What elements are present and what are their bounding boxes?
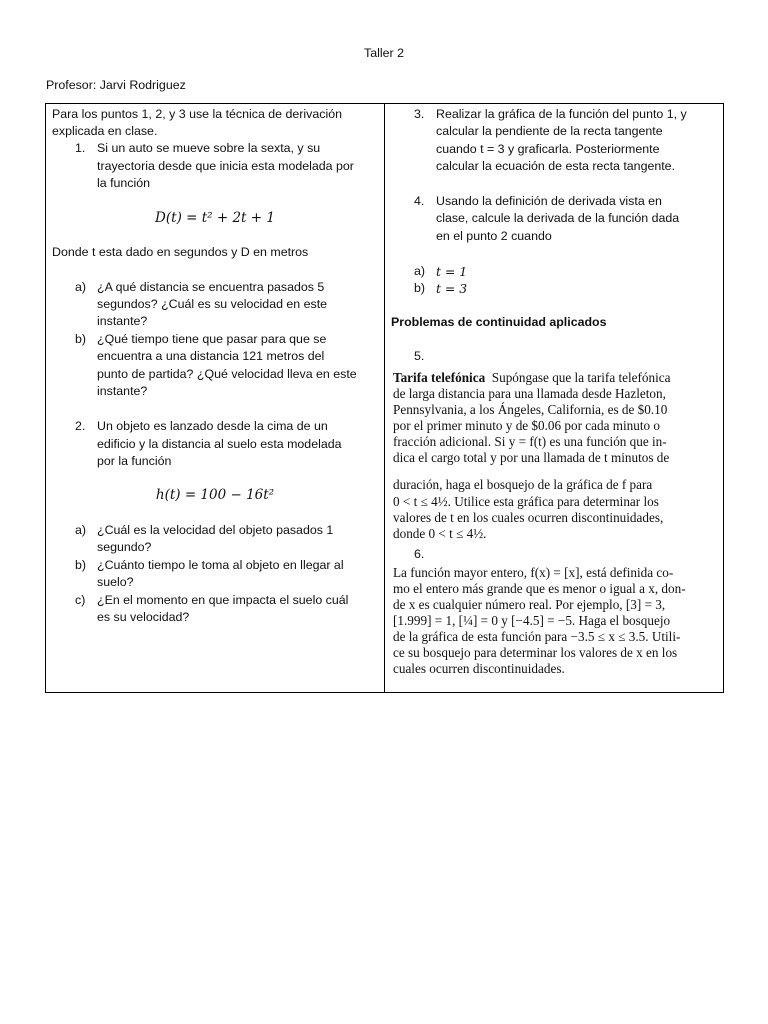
problem-5-number: 5. [414, 349, 425, 363]
problem-1b-label: b) [75, 332, 87, 346]
problem-1b-line-4: instante? [97, 384, 148, 398]
intro-line-2: explicada en clase. [52, 124, 158, 138]
problem-1-line-1: Si un auto se mueve sobre la sexta, y su [97, 141, 321, 155]
problem-1a-label: a) [75, 280, 87, 294]
problem-2-line-2: edificio y la distancia al suelo esta modelada [97, 437, 342, 451]
problem-6-line-4: [1.999] = 1, [¼] = 0 y [−4.5] = −5. Haga el bosquejo [393, 613, 671, 628]
problem-1a-line-2: segundos? ¿Cuál es su velocidad en este [97, 297, 328, 311]
right-column [385, 104, 723, 692]
problem-2-number: 2. [75, 419, 86, 433]
problem-1a-line-3: instante? [97, 314, 148, 328]
problem-3-line-4: calcular la ecuación de esta recta tangente. [436, 159, 676, 173]
problem-1-line-3: la función [97, 176, 151, 190]
problem-6-line-3: de x es cualquier número real. Por ejemplo, [3] = 3, [393, 597, 666, 612]
left-column [46, 104, 384, 692]
problem-2b-label: b) [75, 558, 87, 572]
problem-5-line-10: donde 0 < t ≤ 4½. [393, 526, 487, 541]
problem-2a-line-2: segundo? [97, 540, 152, 554]
problem-5-line-4: por el primer minuto y de $0.06 por cada minuto o [393, 418, 660, 433]
problem-5-line-9: valores de t en los cuales ocurren discontinuidades, [393, 510, 664, 525]
problem-4b-value: t = 3 [436, 281, 468, 296]
problem-5-line-7: duración, haga el bosquejo de la gráfica de f para [393, 477, 653, 492]
problem-1b-line-3: punto de partida? ¿Qué velocidad lleva en este [97, 367, 357, 381]
problem-3-line-1: Realizar la gráfica de la función del punto 1, y [436, 107, 687, 121]
problem-1-number: 1. [75, 141, 86, 155]
problem-6-line-6: ce su bosquejo para determinar los valores de x en los [393, 645, 678, 660]
teacher-line: Profesor: Jarvi Rodriguez [46, 78, 186, 92]
problem-1a-line-1: ¿A qué distancia se encuentra pasados 5 [97, 280, 325, 294]
section-heading: Problemas de continuidad aplicados [391, 315, 607, 329]
problem-5-line-2: de larga distancia para una llamada desde Hazleton, [393, 386, 666, 401]
problem-6-line-5: de la gráfica de esta función para −3.5 ≤ x ≤ 3.5. Utili- [393, 629, 681, 644]
intro-line-1: Para los puntos 1, 2, y 3 use la técnica de derivación [52, 107, 342, 121]
problem-4a-label: a) [414, 264, 426, 278]
content-table [45, 103, 724, 693]
problem-2b-line-1: ¿Cuánto tiempo le toma al objeto en llegar al [97, 558, 344, 572]
formula-distance: D(t) = t² + 2t + 1 [155, 210, 275, 226]
problem-2b-line-2: suelo? [97, 575, 134, 589]
problem-1b-line-1: ¿Qué tiempo tiene que pasar para que se [97, 332, 327, 346]
problem-6-line-7: cuales ocurren discontinuidades. [393, 661, 565, 676]
problem-1-line-2: trayectoria desde que inicia esta modelada por [97, 159, 354, 173]
problem-2-line-1: Un objeto es lanzado desde la cima de un [97, 419, 328, 433]
problem-6-number: 6. [414, 547, 425, 561]
where-line: Donde t esta dado en segundos y D en metros [52, 245, 309, 259]
problem-4-line-1: Usando la definición de derivada vista en [436, 194, 662, 208]
problem-6-line-2: mo el entero más grande que es menor o igual a x, don- [393, 581, 686, 596]
problem-4b-label: b) [414, 281, 426, 295]
problem-3-line-2: calcular la pendiente de la recta tangente [436, 124, 663, 138]
document-title: Taller 2 [364, 46, 404, 60]
problem-2c-line-2: es su velocidad? [97, 610, 190, 624]
problem-2a-line-1: ¿Cuál es la velocidad del objeto pasados 1 [97, 523, 334, 537]
problem-3-line-3: cuando t = 3 y graficarla. Posteriormente [436, 142, 660, 156]
problem-5-line-8: 0 < t ≤ 4½. Utilice esta gráfica para determinar los [393, 494, 659, 509]
problem-2a-label: a) [75, 523, 87, 537]
problem-4a-value: t = 1 [436, 264, 468, 279]
problem-2c-line-1: ¿En el momento en que impacta el suelo cuál [97, 593, 349, 607]
formula-height: h(t) = 100 − 16t² [155, 487, 275, 503]
problem-6-line-1: La función mayor entero, f(x) = [x], está definida co- [393, 565, 674, 580]
problem-4-number: 4. [414, 194, 425, 208]
problem-4-line-2: clase, calcule la derivada de la función dada [436, 211, 680, 225]
problem-5-title: Tarifa telefónica [393, 370, 486, 385]
problem-3-number: 3. [414, 107, 425, 121]
problem-4-line-3: en el punto 2 cuando [436, 229, 552, 243]
problem-2c-label: c) [75, 593, 86, 607]
problem-2-line-3: por la función [97, 454, 172, 468]
problem-5-line-3: Pennsylvania, a los Ángeles, California, es de $0.10 [393, 402, 668, 417]
problem-1b-line-2: encuentra a una distancia 121 metros del [97, 349, 325, 363]
problem-5-line-1: Tarifa telefónica Supóngase que la tarifa telefónica [393, 370, 671, 385]
problem-5-line-6: dica el cargo total y por una llamada de t minutos de [393, 450, 670, 465]
problem-5-line-5: fracción adicional. Si y = f(t) es una función que in- [393, 434, 667, 449]
